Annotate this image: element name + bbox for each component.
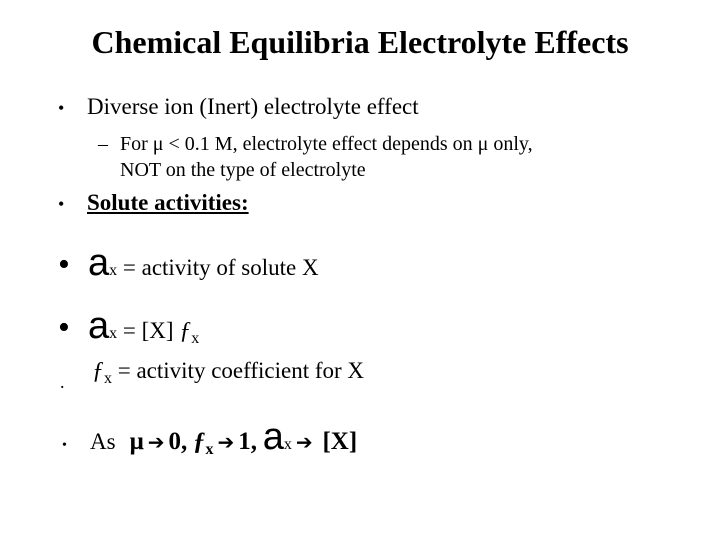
right-arrow-icon: ➔ (147, 430, 165, 454)
dash-icon: – (98, 133, 108, 155)
sub-bullet-line-1: For μ < 0.1 M, electrolyte effect depends on μ only, (120, 133, 533, 155)
activity-symbol: a (88, 242, 110, 284)
bullet-icon: • (58, 98, 65, 118)
bullet-icon: • (58, 309, 70, 346)
definition-text: = activity coefficient for X (112, 358, 365, 383)
activity-subscript: x (109, 262, 118, 279)
limit-statement (62, 416, 357, 459)
bullet-text: Diverse ion (Inert) electrolyte effect (87, 94, 419, 119)
coefficient-subscript: x (191, 330, 200, 347)
slide-title: Chemical Equilibria Electrolyte Effects (91, 24, 629, 60)
right-arrow-icon: ➔ (295, 430, 313, 454)
bullet-heading: Solute activities: (87, 190, 249, 215)
bullet-icon: . (60, 372, 65, 392)
definition-activity (58, 242, 319, 285)
zero-value: 0, (168, 428, 188, 455)
sub-bullet-ionic-strength (98, 131, 533, 183)
mu-symbol: μ (129, 428, 144, 455)
activity-subscript: x (283, 436, 292, 453)
concentration-result: [X] (322, 428, 358, 455)
right-arrow-icon: ➔ (217, 430, 235, 454)
sub-bullet-line-2: NOT on the type of electrolyte (120, 159, 366, 181)
bullet-icon: • (58, 246, 70, 283)
activity-coefficient-symbol: ƒ (193, 428, 206, 455)
activity-coefficient-symbol: ƒ (92, 358, 104, 384)
bullet-icon: • (58, 194, 65, 214)
activity-coefficient-symbol: ƒ (179, 318, 192, 344)
bullet-icon: • (62, 438, 67, 453)
activity-symbol: a (262, 416, 284, 458)
definition-text: = activity of solute X (117, 255, 319, 280)
activity-symbol: a (88, 305, 110, 347)
definition-activity-equation (58, 305, 199, 348)
coefficient-subscript: x (205, 441, 214, 458)
as-text: As (90, 429, 116, 454)
coefficient-subscript: x (104, 370, 112, 387)
bullet-solute-activities (58, 190, 249, 216)
bullet-diverse-ion (58, 94, 419, 120)
one-value: 1, (238, 428, 258, 455)
equation-text: = [X] (117, 318, 174, 343)
activity-subscript: x (109, 325, 118, 342)
definition-activity-coefficient (60, 358, 364, 393)
